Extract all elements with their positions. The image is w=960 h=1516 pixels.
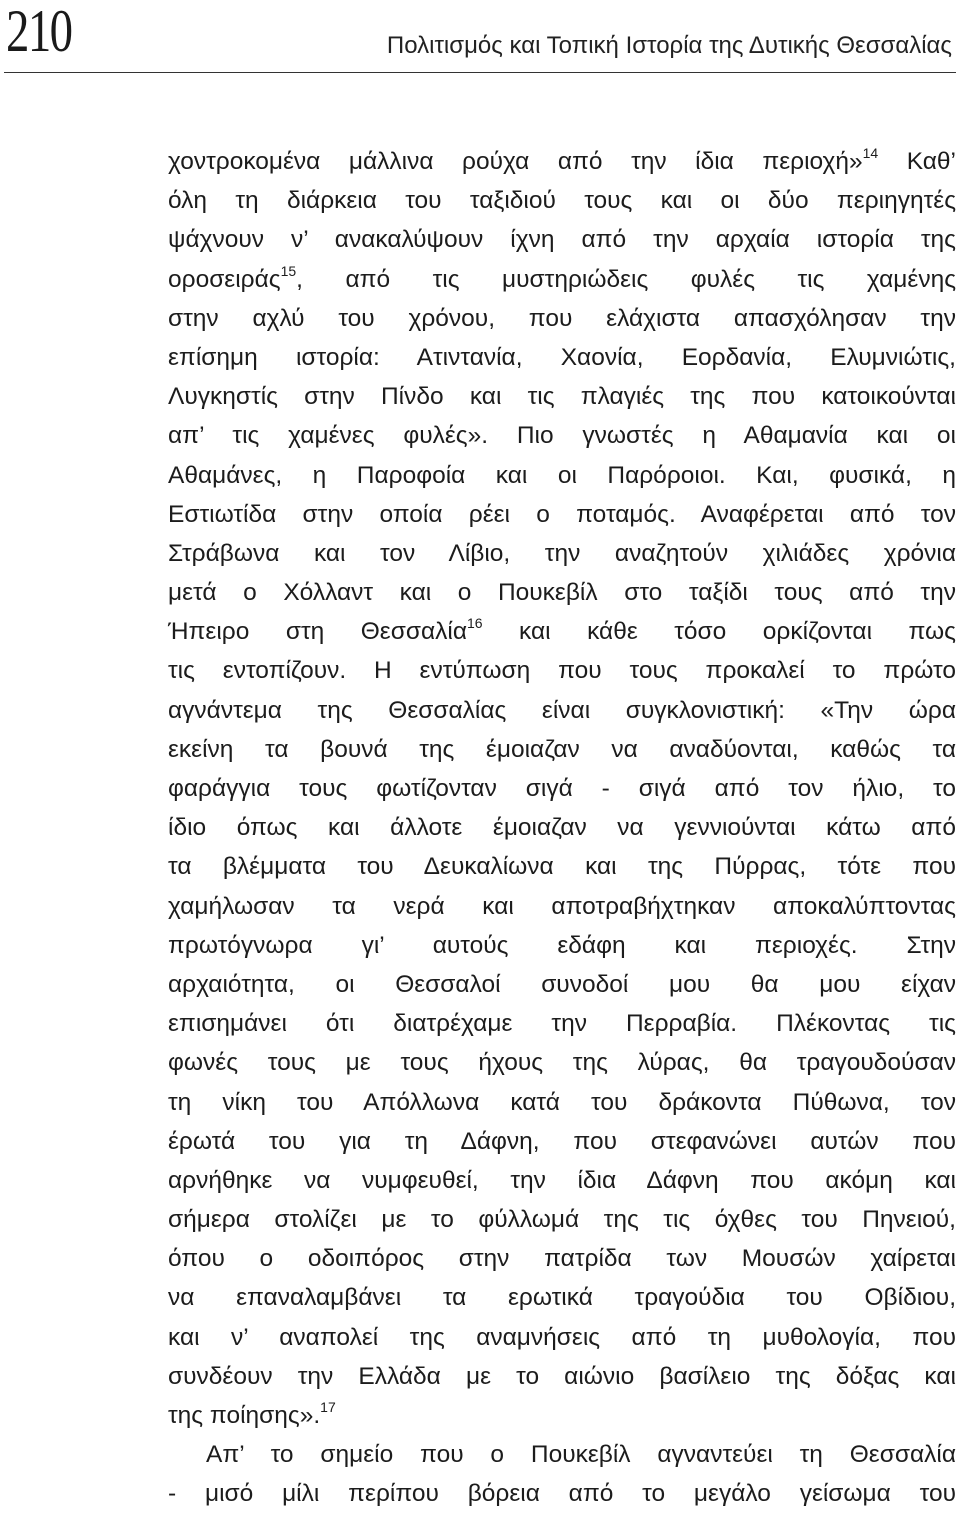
text-line	[168, 1122, 956, 1161]
text-line	[168, 220, 956, 259]
text-line	[168, 1396, 956, 1435]
text-line	[168, 1357, 956, 1396]
line-text: - μισό μίλι περίπου βόρεια από το μεγάλο γείσωμα του	[168, 1480, 956, 1508]
line-text: επίσημη ιστορία: Ατιντανία, Χαονία, Εορδανία, Ελυμνιώτις,	[168, 343, 956, 371]
header-rule	[4, 72, 956, 73]
text-line	[168, 1004, 956, 1043]
text-line	[168, 377, 956, 416]
text-line	[168, 534, 956, 573]
text-line	[168, 338, 956, 377]
line-text: οροσειράς	[168, 265, 281, 293]
text-line	[168, 847, 956, 886]
line-text: όπου ο οδοιπόρος στην πατρίδα των Μουσών χαίρεται	[168, 1245, 956, 1273]
text-line	[168, 1043, 956, 1082]
line-text-continued: , από τις μυστηριώδεις φυλές τις χαμένης	[296, 265, 956, 293]
line-text: χοντροκομένα μάλλινα ρούχα από την ίδια περιοχή»	[168, 148, 863, 175]
line-text: μετά ο Χόλλαντ και ο Πουκεβίλ στο ταξίδι τους από την	[168, 579, 956, 607]
line-text: τη νίκη του Απόλλωνα κατά του δράκοντα Πύθωνα, τον	[168, 1088, 956, 1116]
line-text: της ποίησης».	[168, 1402, 321, 1429]
line-text: πρωτόγνωρα γι’ αυτούς εδάφη και περιοχές. Στην	[168, 931, 956, 959]
text-line	[168, 299, 956, 338]
line-text: Λυγκηστίς στην Πίνδο και τις πλαγιές της που κατοικούνται	[168, 383, 956, 411]
line-text: ίδιο όπως και άλλοτε έμοιαζαν να γεννιούνται κάτω από	[168, 814, 956, 842]
line-text: φαράγγια τους φωτίζονταν σιγά - σιγά από τον ήλιο, το	[168, 775, 956, 802]
line-text: Αθαμάνες, η Παροφοία και οι Παρόροιοι. Και, φυσικά, η	[168, 461, 956, 489]
text-line	[168, 965, 956, 1004]
text-line	[168, 573, 956, 612]
line-text: αρχαιότητα, οι Θεσσαλοί συνοδοί μου θα μου είχαν	[168, 970, 956, 998]
page-header	[0, 0, 960, 74]
footnote-marker: 14	[862, 145, 879, 161]
line-text: Εστιωτίδα στην οποία ρέει ο ποταμός. Αναφέρεται από τον	[168, 500, 956, 528]
text-line	[168, 612, 956, 651]
text-line	[168, 730, 956, 769]
text-line	[168, 1474, 956, 1513]
page-number: 210	[6, 0, 72, 64]
line-text: και ν’ αναπολεί της αναμνήσεις από τη μυθολογία, που	[168, 1323, 956, 1351]
line-text: Στράβωνα και τον Λίβιο, την αναζητούν χιλιάδες χρόνια	[168, 539, 956, 567]
text-line	[168, 1083, 956, 1122]
line-text: τα βλέμματα του Δευκαλίωνα και της Πύρρας, τότε που	[168, 853, 956, 881]
running-title: Πολιτισμός και Τοπική Ιστορία της Δυτικής Θεσσαλίας	[386, 32, 952, 59]
line-text: επισημάνει ότι διατρέχαμε την Περραβία. Πλέκοντας τις	[168, 1010, 956, 1038]
footnote-marker: 16	[467, 615, 483, 632]
line-text: Ήπειρο στη Θεσσαλία	[168, 618, 467, 646]
line-text-continued: και κάθε τόσο ορκίζονται πως	[482, 618, 956, 646]
line-text: χαμήλωσαν τα νερά και αποτραβήχτηκαν αποκαλύπτοντας	[168, 892, 956, 920]
text-line	[168, 887, 956, 926]
line-text: αρνήθηκε να νυμφευθεί, την ίδια Δάφνη που ακόμη και	[168, 1166, 956, 1194]
line-text: εκείνη τα βουνά της έμοιαζαν να αναδύονται, καθώς τα	[168, 735, 956, 763]
text-line	[168, 926, 956, 965]
line-text: Απ’ το σημείο που ο Πουκεβίλ αγναντεύει τη Θεσσαλία	[206, 1441, 956, 1469]
text-line	[168, 181, 956, 220]
line-text: αγνάντεμα της Θεσσαλίας είναι συγκλονιστική: «Την ώρα	[168, 696, 956, 724]
line-text: συνδέουν την Ελλάδα με το αιώνιο βασίλειο της δόξας και	[168, 1362, 956, 1390]
text-line	[168, 691, 956, 730]
text-line	[168, 1435, 956, 1474]
line-text: στην αχλύ του χρόνου, που ελάχιστα απασχόλησαν την	[168, 304, 956, 332]
line-text: έρωτά του για τη Δάφνη, που στεφανώνει αυτών που	[168, 1127, 956, 1155]
text-line	[168, 456, 956, 495]
text-line	[168, 651, 956, 690]
text-line	[168, 260, 956, 299]
text-line	[168, 495, 956, 534]
text-line	[168, 808, 956, 847]
footnote-marker: 17	[320, 1399, 336, 1415]
text-line	[168, 1318, 956, 1357]
text-line	[168, 769, 956, 808]
text-line	[168, 1161, 956, 1200]
line-text: τις εντοπίζουν. Η εντύπωση που τους προκαλεί το πρώτο	[168, 657, 956, 685]
text-line	[168, 416, 956, 455]
text-line	[168, 142, 956, 181]
line-text: ψάχνουν ν’ ανακαλύψουν ίχνη από την αρχαία ιστορία της	[168, 226, 956, 254]
text-line	[168, 1239, 956, 1278]
text-line	[168, 1278, 956, 1317]
body-text	[168, 142, 956, 1514]
line-text: απ’ τις χαμένες φυλές». Πιο γνωστές η Αθαμανία και οι	[168, 422, 956, 450]
footnote-marker: 15	[280, 262, 297, 279]
line-text-continued: Καθ’	[878, 148, 956, 175]
text-line	[168, 1200, 956, 1239]
line-text: σήμερα στολίζει με το φύλλωμά της τις όχθες του Πηνειού,	[168, 1206, 956, 1234]
line-text: να επαναλαμβάνει τα ερωτικά τραγούδια του Οβίδιου,	[168, 1284, 956, 1312]
line-text: φωνές τους με τους ήχους της λύρας, θα τραγουδούσαν	[168, 1049, 956, 1077]
line-text: όλη τη διάρκεια του ταξιδιού τους και οι δύο περιηγητές	[168, 187, 956, 215]
